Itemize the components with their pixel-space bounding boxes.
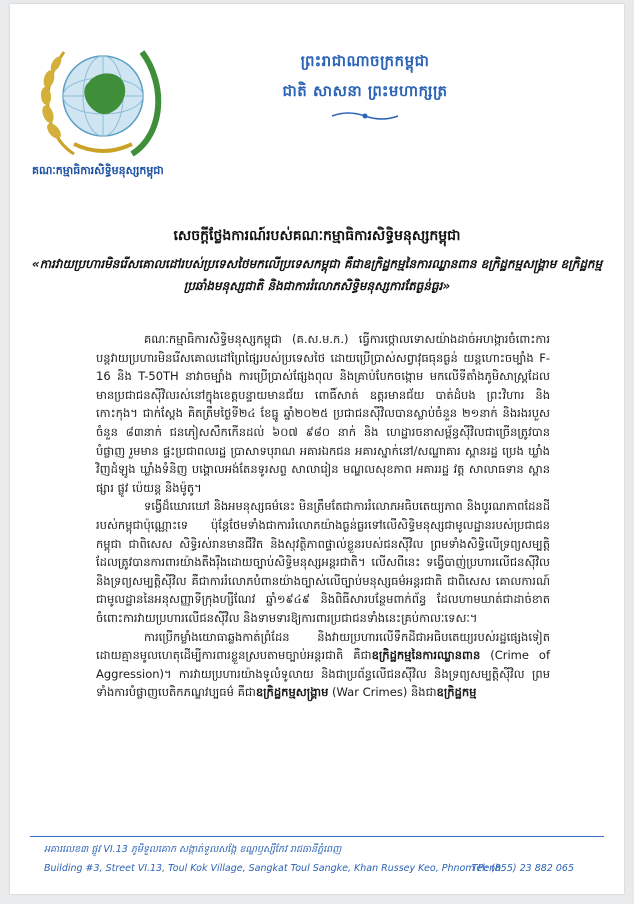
statement-body <box>96 330 550 702</box>
address-khmer: អគារលេខ៣ ផ្លូវ VI.13 ភូមិទួលគោក សង្កាត់ទួលសង្កែ ខណ្ឌឫស្សីកែវ រាជធានីភ្នំពេញ <box>44 844 342 855</box>
letterhead-footer <box>30 836 604 887</box>
term-war-crimes-km: ឧក្រិដ្ឋកម្មសង្គ្រាម <box>255 685 329 700</box>
phone-number: Tel: (855) 23 882 065 <box>471 863 574 874</box>
paragraph-3-text-b: ។ ការវាយប្រហារយ៉ាងទូលំទូលាយ និងជាប្រព័ន្ធលើជនស៊ីវិល និងទ្រព្យសម្បត្តិស៊ីវិល ព្រមទាំងការបំផ្លាញបេតិកភណ្ឌវប្បធម៌ គឺជា <box>96 666 550 700</box>
paragraph-1: គណៈកម្មាធិការសិទ្ធិមនុស្សកម្ពុជា (គ.ស.ម.ក.) ធ្វើការថ្កោលទោសយ៉ាងដាច់អហង្ការចំពោះការបន្តវាយប្រហារមិនរើសគោលដៅព្រៃផ្សៃរបស់ប្រទេសថៃ ដោយប្រើប្រាស់សព្វាវុធធុនធ្ងន់ យន្តហោះចម្បាំង F-16 និង T-50TH នាវាចម្បាំង ការប្រើប្រាស់ផ្សែងពុល និងគ្រាប់បែកចង្កោម មកលើទីតាំងភូមិសាស្ត្រដែលមានប្រជាជនស៊ីវិលរស់នៅក្នុងខេត្តបន្ទាយមានជ័យ ពោធិ៍សាត់ ឧត្តរមានជ័យ បាត់ដំបង ព្រះវិហារ និងកោះកុង។ ជាក់ស្តែង គិតត្រឹមថ្ងៃទី២៤ ខែធ្នូ ឆ្នាំ២០២៥ ប្រជាជនស៊ីវិលបានស្លាប់ចំនួន ២១នាក់ និងរងរបួសចំនួន ៨៣នាក់ ជនភៀសសឹកកើនដល់ ៦០៧ ៩៨០ នាក់ និង ហេដ្ឋារចនាសម្ព័ន្ធស៊ីវិលជាច្រើនត្រូវបានបំផ្លាញ រួមមាន ផ្ទះប្រជាពលរដ្ឋ ប្រាសាទបុរាណ អគារឯកជន អគារស្នាក់នៅ/សណ្ឋាគារ ស្ពានរដ្ឋ ប្រេង ឃ្លាំងវិញដំឡូង ឃ្លាំងទំនិញ បង្គោលអង់តែនទូរសព្ទ សាលារៀន មណ្ឌលសុខភាព អគាររដ្ឋ វត្ត សាលាធទាន ស្ពាន ផ្សារ ផ្លូវ ប៉េយន្ត និងម៉ូតូ។ <box>96 332 550 495</box>
address-english: Building #3, Street VI.13, Toul Kok Village, Sangkat Toul Sangke, Khan Russey Keo, Phnom Penh <box>44 863 502 874</box>
statement-subtitle: «ការវាយប្រហារមិនរើសគោលដៅរបស់ប្រទេសថៃមកលើប្រទេសកម្ពុជា គឺជាឧក្រិដ្ឋកម្មនៃការឈ្លានពាន ឧក្រិដ្ឋកម្មសង្គ្រាម ឧក្រិដ្ឋកម្មប្រឆាំងមនុស្សជាតិ និងជាការរំលោភសិទ្ធិមនុស្សការតែធ្ងន់ធ្ងរ» <box>31 257 603 293</box>
letterhead <box>10 4 624 219</box>
statement-title: សេចក្តីថ្លែងការណ៍របស់គណៈកម្មាធិការសិទ្ធិមនុស្សកម្ពុជា <box>173 228 461 244</box>
paragraph-3-text-c: និងជា <box>407 685 437 700</box>
national-motto <box>250 52 480 122</box>
paragraph-2: ទង្វើដ៏ឃោរឃៅ និងអមនុស្សធម៌នេះ មិនត្រឹមតែជាការរំលោភអធិបតេយ្យភាព និងបូរណភាពដែនដីរបស់កម្ពុជាប៉ុណ្ណោះទេ ប៉ុន្តែថែមទាំងជាការរំលោភយ៉ាងធ្ងន់ធ្ងរទៅលើសិទ្ធិមនុស្សជាមូលដ្ឋានរបស់ប្រជាជនកម្ពុជា ជាពិសេស សិទ្ធិរស់រានមានជីវិត និងសុវត្ថិភាពផ្ទាល់ខ្លួនរបស់ជនស៊ីវិល ព្រមទាំងសិទ្ធិលើទ្រព្យសម្បត្តិ ដែលត្រូវបានការពារយ៉ាងតឹងរ៉ឹងដោយច្បាប់សិទ្ធិមនុស្សអន្តរជាតិ។ លើសពីនេះ ទង្វើបាញ់ប្រហារលើជនស៊ីវិល និងទ្រព្យសម្បត្តិស៊ីវិល គឺជាការរំលោភបំពានយ៉ាងច្បាស់លើច្បាប់មនុស្សធម៌អន្តរជាតិ ជាពិសេស គោលការណ៍ជាមូលដ្ឋាននៃអនុសញ្ញាទីក្រុងហ្សឺណែវ ឆ្នាំ១៩៤៩ និងពិធីសារបន្ថែមពាក់ព័ន្ធ ដែលហាមឃាត់ជាដាច់ខាតចំពោះការវាយប្រហារលើជនស៊ីវិល និងទាមទារឱ្យការពារប្រជាជនទាំងនេះគ្រប់កាលៈទេសៈ។ <box>96 499 550 625</box>
paragraph-3 <box>96 628 550 702</box>
term-crime-continued: ឧក្រិដ្ឋកម្ម <box>436 685 477 700</box>
term-crime-of-aggression-km: ឧក្រិដ្ឋកម្មនៃការឈ្លានពាន <box>371 648 481 663</box>
human-rights-committee-emblem-icon <box>34 34 172 164</box>
paragraph-3-text-a: ការប្រើកម្លាំងយោធាឆ្លងកាត់ព្រំដែន និងវាយប្រហារលើទឹកដីជាអធិបតេយ្យរបស់រដ្ឋផ្សេងទៀត ដោយគ្មានមូលហេតុដើម្បីការពារខ្លួនស្របតាមច្បាប់អន្តរជាតិ គឺជា <box>96 629 550 663</box>
term-crime-of-aggression-en: (Crime of Aggression) <box>96 648 550 681</box>
term-war-crimes-en: (War Crimes) <box>328 685 408 700</box>
organization-name: គណៈកម្មាធិការសិទ្ធិមនុស្សកម្ពុជា <box>32 164 164 177</box>
ornament-divider-icon <box>330 110 400 122</box>
statement-heading <box>30 226 604 297</box>
motto-line-nation: ជាតិ សាសនា ព្រះមហាក្សត្រ <box>282 82 448 100</box>
document-page <box>10 4 624 894</box>
motto-line-kingdom: ព្រះរាជាណាចក្រកម្ពុជា <box>300 52 430 70</box>
